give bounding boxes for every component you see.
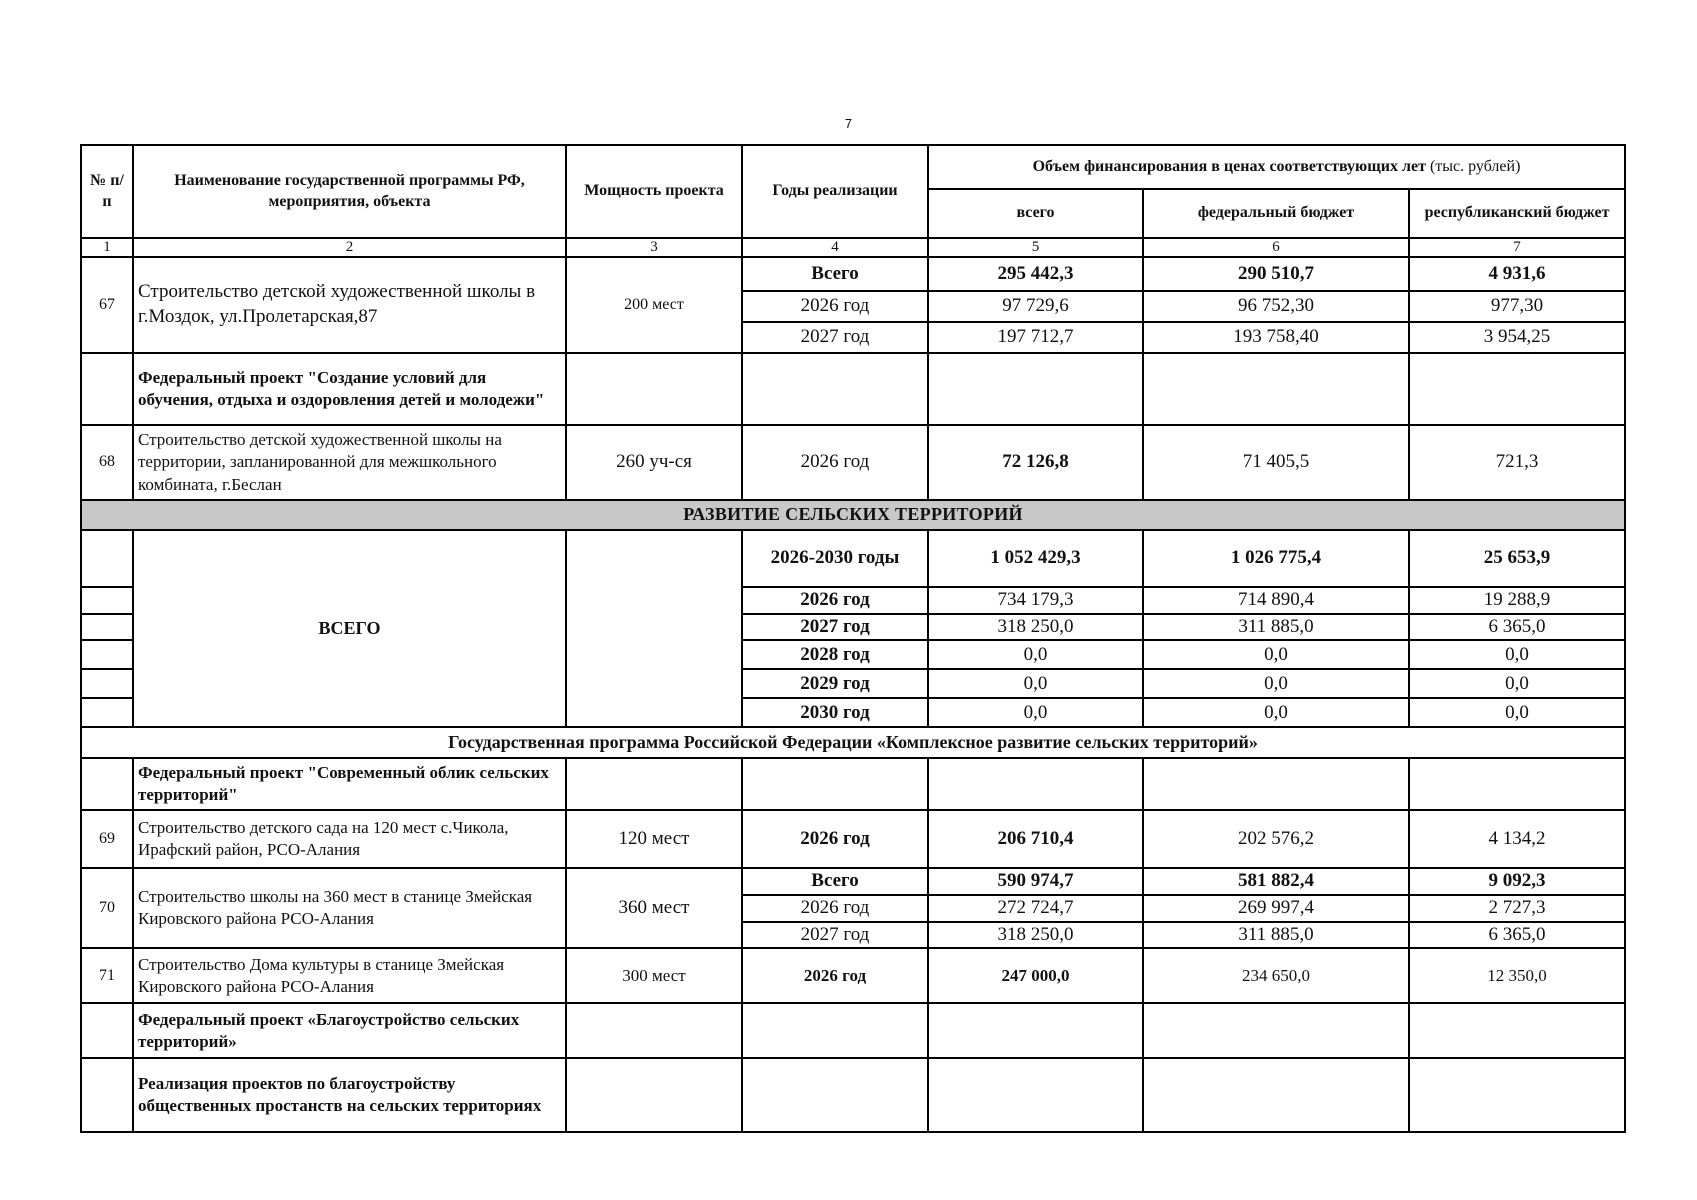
federal-cell: 311 885,0 <box>1143 922 1409 949</box>
federal-project-title: Федеральный проект "Современный облик сельских территорий" <box>133 758 566 810</box>
republic-cell: 19 288,9 <box>1409 587 1625 614</box>
year-cell: 2026 год <box>742 948 928 1003</box>
federal-cell: 311 885,0 <box>1143 614 1409 641</box>
year-cell: 2027 год <box>742 614 928 641</box>
year-cell: 2026 год <box>742 291 928 322</box>
index-cell: 4 <box>742 238 928 257</box>
republic-cell: 6 365,0 <box>1409 614 1625 641</box>
object-name: Строительство детской художественной школы в г.Моздок, ул.Пролетарская,87 <box>133 257 566 353</box>
object-name: Строительство детского сада на 120 мест с.Чикола, Ирафский район, РСО-Алания <box>133 810 566 868</box>
row-number: 71 <box>81 948 133 1003</box>
capacity: 360 мест <box>566 868 742 948</box>
header-capacity: Мощность проекта <box>566 145 742 238</box>
header-name: Наименование государственной программы РФ, мероприятия, объекта <box>133 145 566 238</box>
republic-cell: 3 954,25 <box>1409 322 1625 353</box>
header-financing-units: (тыс. рублей) <box>1429 157 1521 175</box>
federal-project-title: Федеральный проект «Благоустройство сельских территорий» <box>133 1003 566 1058</box>
total-cell: 0,0 <box>928 640 1143 669</box>
total-cell: 0,0 <box>928 669 1143 698</box>
object-name: Строительство детской художественной школы на территории, запланированной для межшкольного комбината, г.Беслан <box>133 425 566 500</box>
activity-title: Реализация проектов по благоустройству общественных простанств на сельских территориях <box>133 1058 566 1132</box>
federal-cell: 0,0 <box>1143 640 1409 669</box>
year-cell: 2026 год <box>742 587 928 614</box>
table-row <box>81 257 1625 291</box>
row-number: 68 <box>81 425 133 500</box>
federal-cell: 0,0 <box>1143 698 1409 727</box>
section-title: РАЗВИТИЕ СЕЛЬСКИХ ТЕРРИТОРИЙ <box>81 500 1625 530</box>
federal-project-title: Федеральный проект "Создание условий для обучения, отдыха и оздоровления детей и молодежи" <box>133 353 566 425</box>
republic-cell: 9 092,3 <box>1409 868 1625 895</box>
federal-cell: 581 882,4 <box>1143 868 1409 895</box>
total-cell: 206 710,4 <box>928 810 1143 868</box>
header-row <box>81 145 1625 189</box>
republic-cell: 977,30 <box>1409 291 1625 322</box>
federal-cell: 290 510,7 <box>1143 257 1409 291</box>
year-cell: 2026 год <box>742 425 928 500</box>
total-cell: 72 126,8 <box>928 425 1143 500</box>
year-cell: 2030 год <box>742 698 928 727</box>
header-federal: федеральный бюджет <box>1143 189 1409 238</box>
total-cell: 0,0 <box>928 698 1143 727</box>
capacity: 300 мест <box>566 948 742 1003</box>
row-number: 69 <box>81 810 133 868</box>
federal-cell: 193 758,40 <box>1143 322 1409 353</box>
table-row <box>81 425 1625 500</box>
year-cell: 2027 год <box>742 322 928 353</box>
year-cell: 2026-2030 годы <box>742 530 928 587</box>
total-cell: 197 712,7 <box>928 322 1143 353</box>
total-cell: 295 442,3 <box>928 257 1143 291</box>
total-cell: 590 974,7 <box>928 868 1143 895</box>
republic-cell: 4 931,6 <box>1409 257 1625 291</box>
index-cell: 7 <box>1409 238 1625 257</box>
index-cell: 3 <box>566 238 742 257</box>
republic-cell: 721,3 <box>1409 425 1625 500</box>
index-cell: 5 <box>928 238 1143 257</box>
total-cell: 272 724,7 <box>928 895 1143 922</box>
year-cell: 2026 год <box>742 810 928 868</box>
republic-cell: 12 350,0 <box>1409 948 1625 1003</box>
year-cell: 2026 год <box>742 895 928 922</box>
federal-project-row <box>81 1003 1625 1058</box>
object-name: Строительство Дома культуры в станице Змейская Кировского района РСО-Алания <box>133 948 566 1003</box>
capacity: 260 уч-ся <box>566 425 742 500</box>
republic-cell: 0,0 <box>1409 640 1625 669</box>
table-row <box>81 948 1625 1003</box>
summary-row <box>81 530 1625 587</box>
total-cell: 318 250,0 <box>928 614 1143 641</box>
federal-cell: 202 576,2 <box>1143 810 1409 868</box>
year-cell: 2028 год <box>742 640 928 669</box>
column-index-row <box>81 238 1625 257</box>
federal-cell: 269 997,4 <box>1143 895 1409 922</box>
federal-project-row <box>81 758 1625 810</box>
federal-cell: 714 890,4 <box>1143 587 1409 614</box>
federal-cell: 1 026 775,4 <box>1143 530 1409 587</box>
republic-cell: 6 365,0 <box>1409 922 1625 949</box>
header-financing-label: Объем финансирования в ценах соответствующих лет <box>1032 157 1426 175</box>
index-cell: 1 <box>81 238 133 257</box>
section-row <box>81 500 1625 530</box>
republic-cell: 2 727,3 <box>1409 895 1625 922</box>
page-number: 7 <box>844 116 853 131</box>
republic-cell: 0,0 <box>1409 698 1625 727</box>
header-years: Годы реализации <box>742 145 928 238</box>
header-num: № п/п <box>81 145 133 238</box>
table-row <box>81 868 1625 895</box>
federal-cell: 96 752,30 <box>1143 291 1409 322</box>
activity-row <box>81 1058 1625 1132</box>
year-cell: Всего <box>742 868 928 895</box>
program-title: Государственная программа Российской Федерации «Комплексное развитие сельских территорий» <box>81 727 1625 758</box>
capacity: 200 мест <box>566 257 742 353</box>
index-cell: 2 <box>133 238 566 257</box>
total-cell: 318 250,0 <box>928 922 1143 949</box>
header-financing <box>928 145 1625 189</box>
total-cell: 247 000,0 <box>928 948 1143 1003</box>
row-number: 70 <box>81 868 133 948</box>
table-row <box>81 810 1625 868</box>
republic-cell: 25 653,9 <box>1409 530 1625 587</box>
capacity: 120 мест <box>566 810 742 868</box>
summary-label: ВСЕГО <box>133 530 566 727</box>
year-cell: 2027 год <box>742 922 928 949</box>
program-row <box>81 727 1625 758</box>
republic-cell: 4 134,2 <box>1409 810 1625 868</box>
row-number: 67 <box>81 257 133 353</box>
federal-cell: 0,0 <box>1143 669 1409 698</box>
federal-cell: 234 650,0 <box>1143 948 1409 1003</box>
financing-table <box>80 144 1626 1133</box>
year-cell: Всего <box>742 257 928 291</box>
total-cell: 1 052 429,3 <box>928 530 1143 587</box>
total-cell: 97 729,6 <box>928 291 1143 322</box>
republic-cell: 0,0 <box>1409 669 1625 698</box>
federal-project-row <box>81 353 1625 425</box>
year-cell: 2029 год <box>742 669 928 698</box>
index-cell: 6 <box>1143 238 1409 257</box>
header-republic: республиканский бюджет <box>1409 189 1625 238</box>
federal-cell: 71 405,5 <box>1143 425 1409 500</box>
total-cell: 734 179,3 <box>928 587 1143 614</box>
header-total: всего <box>928 189 1143 238</box>
object-name: Строительство школы на 360 мест в станице Змейская Кировского района РСО-Алания <box>133 868 566 948</box>
